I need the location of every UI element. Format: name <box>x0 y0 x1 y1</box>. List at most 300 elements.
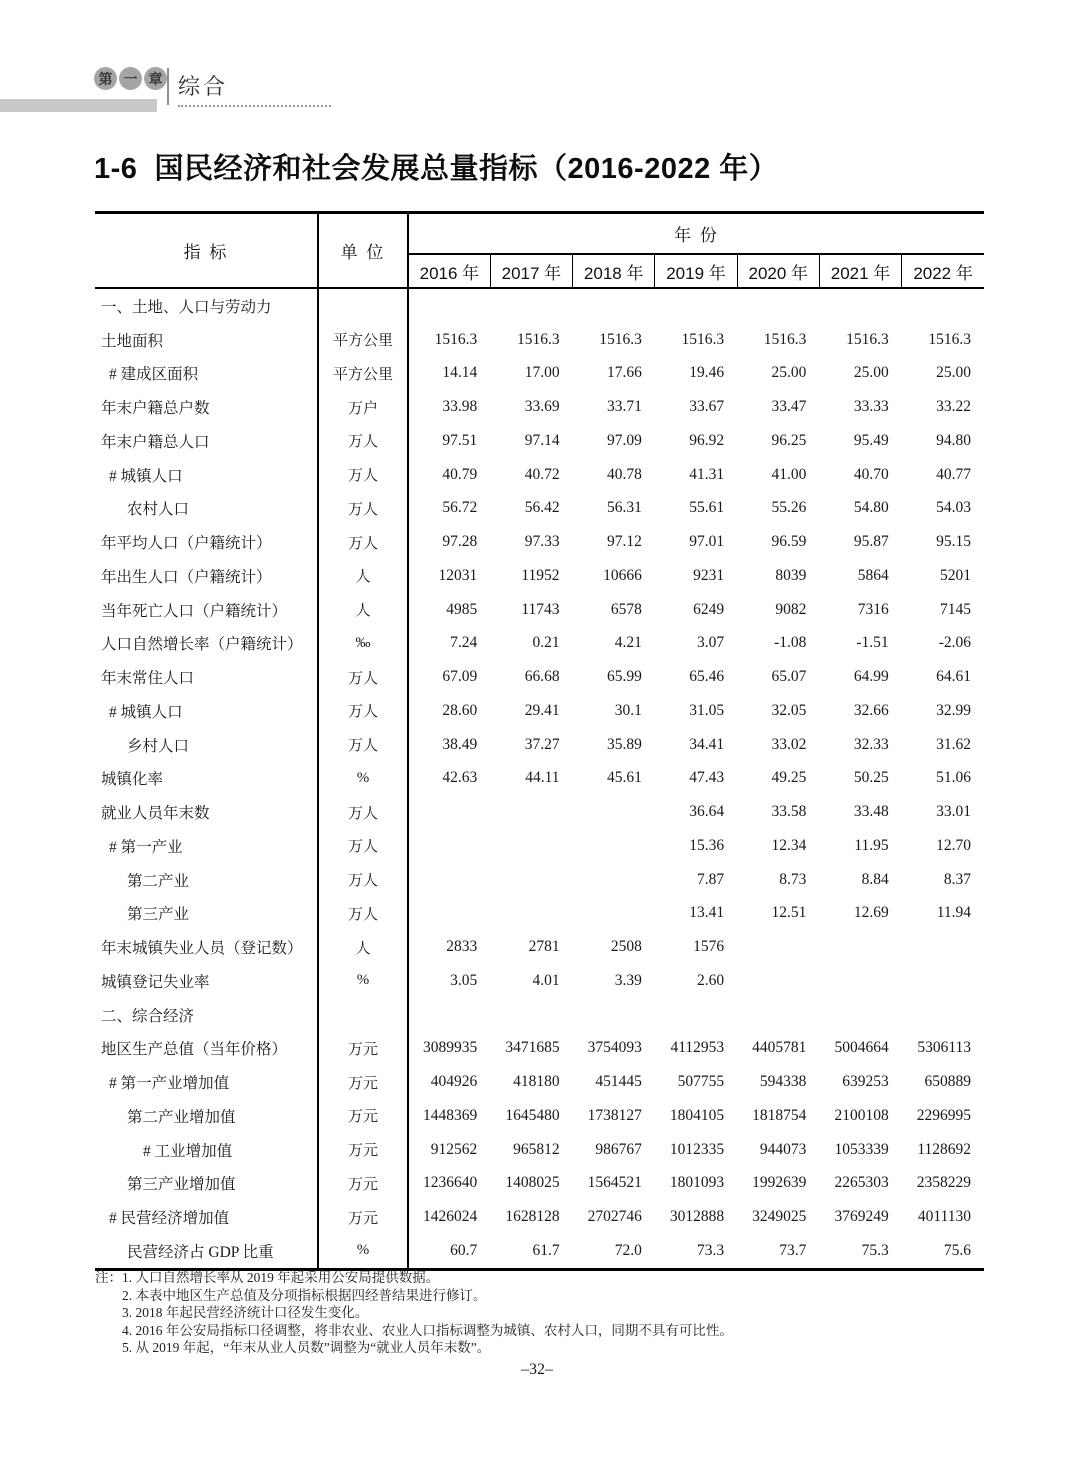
value-cell: 1448369 <box>423 1106 478 1124</box>
value-cell: 451445 <box>595 1073 642 1091</box>
value-cell: 8.84 <box>861 870 889 888</box>
year-column-header: 2018 年 <box>573 254 655 288</box>
value-cell: 4.21 <box>614 634 642 652</box>
value-cell <box>819 930 901 964</box>
value-cell: 9231 <box>693 566 725 584</box>
value-cell: 60.7 <box>450 1241 478 1259</box>
value-cell: 9082 <box>775 600 807 618</box>
value-cell: 65.46 <box>689 668 725 686</box>
value-cell: 1516.3 <box>599 330 642 348</box>
indicator-label: # 工业增加值 <box>95 1133 318 1167</box>
value-cell: 28.60 <box>442 701 478 719</box>
badge-circle: 章 <box>144 67 167 90</box>
unit-cell: 万元 <box>318 1167 408 1201</box>
table-row <box>95 627 984 661</box>
table-row <box>95 1234 984 1269</box>
value-cell: 1236640 <box>423 1174 478 1192</box>
value-cell: 47.43 <box>689 769 725 787</box>
indicator-label: 乡村人口 <box>95 728 318 762</box>
value-cell: 32.66 <box>853 701 889 719</box>
table-row <box>95 1133 984 1167</box>
value-cell: 11.94 <box>936 904 971 922</box>
value-cell: 986767 <box>595 1140 642 1158</box>
unit-cell: % <box>318 964 408 998</box>
unit-column-header: 单 位 <box>318 213 408 289</box>
value-cell <box>408 829 490 863</box>
indicator-label: 城镇登记失业率 <box>95 964 318 998</box>
unit-cell: % <box>318 762 408 796</box>
value-cell: 41.00 <box>771 465 807 483</box>
value-cell: 1645480 <box>505 1106 560 1124</box>
value-cell <box>737 964 819 998</box>
indicator-column-header: 指 标 <box>95 213 318 289</box>
value-cell: 14.14 <box>442 364 478 382</box>
value-cell <box>737 998 819 1032</box>
value-cell: 97.51 <box>442 431 478 449</box>
unit-cell: 万人 <box>318 863 408 897</box>
indicator-label: 年出生人口（户籍统计） <box>95 559 318 593</box>
footnote-line: 2. 本表中地区生产总值及分项指标根据四经普结果进行修订。 <box>122 1287 487 1303</box>
value-cell: 33.98 <box>442 398 478 416</box>
value-cell: 3.05 <box>450 971 478 989</box>
value-cell: 1012335 <box>669 1140 725 1158</box>
indicator-label: 就业人员年末数 <box>95 795 318 829</box>
unit-cell: 万人 <box>318 660 408 694</box>
unit-cell: 万人 <box>318 795 408 829</box>
value-cell: 33.01 <box>936 803 971 821</box>
value-cell: 31.62 <box>936 735 971 753</box>
value-cell: -1.51 <box>856 634 889 652</box>
table-row <box>95 762 984 796</box>
value-cell: 5864 <box>857 566 889 584</box>
value-cell: 97.09 <box>606 431 642 449</box>
value-cell: 19.46 <box>689 364 725 382</box>
unit-cell: 万人 <box>318 694 408 728</box>
value-cell: 2358229 <box>916 1174 971 1192</box>
value-cell: 97.14 <box>524 431 560 449</box>
value-cell: 32.33 <box>853 735 889 753</box>
indicator-label: 二、综合经济 <box>95 998 318 1032</box>
value-cell: 594338 <box>759 1073 807 1091</box>
value-cell <box>819 288 901 323</box>
value-cell: 7.24 <box>450 634 478 652</box>
value-cell: 2833 <box>446 938 478 956</box>
page-number: –32– <box>521 1361 553 1378</box>
table-row <box>95 357 984 391</box>
value-cell: 96.92 <box>689 431 725 449</box>
value-cell <box>490 795 572 829</box>
value-cell: 73.3 <box>697 1241 725 1259</box>
value-cell: 33.02 <box>771 735 807 753</box>
years-group-header: 年 份 <box>408 213 984 255</box>
value-cell: 42.63 <box>442 769 478 787</box>
value-cell <box>655 998 737 1032</box>
year-column-header: 2021 年 <box>819 254 901 288</box>
table-row <box>95 930 984 964</box>
footnote-line: 1. 人口自然增长率从 2019 年起采用公安局提供数据。 <box>122 1270 440 1285</box>
value-cell: 3471685 <box>505 1039 560 1057</box>
indicator-label: 第三产业 <box>95 897 318 931</box>
value-cell: 37.27 <box>524 735 560 753</box>
value-cell <box>902 998 984 1032</box>
value-cell: 1801093 <box>669 1174 725 1192</box>
value-cell: 61.7 <box>532 1241 560 1259</box>
value-cell: 40.77 <box>936 465 971 483</box>
indicator-label: 第三产业增加值 <box>95 1167 318 1201</box>
value-cell: 1053339 <box>834 1140 889 1158</box>
header-divider <box>167 68 169 105</box>
unit-cell: 万户 <box>318 390 408 424</box>
value-cell: 11.95 <box>854 836 889 854</box>
value-cell: 5201 <box>940 566 971 584</box>
value-cell: 12.70 <box>936 836 971 854</box>
indicator-label: 年末户籍总户数 <box>95 390 318 424</box>
value-cell <box>573 829 655 863</box>
value-cell: 67.09 <box>442 668 478 686</box>
value-cell <box>902 964 984 998</box>
value-cell: 35.89 <box>606 735 642 753</box>
statistics-table <box>95 211 984 1271</box>
value-cell: 75.3 <box>861 1241 889 1259</box>
table-row <box>95 728 984 762</box>
value-cell: 95.49 <box>853 431 889 449</box>
table-row <box>95 863 984 897</box>
value-cell: 54.80 <box>853 499 889 517</box>
value-cell: 1516.3 <box>928 330 971 348</box>
value-cell: 1408025 <box>505 1174 560 1192</box>
value-cell: 404926 <box>430 1073 478 1091</box>
value-cell <box>737 930 819 964</box>
value-cell: 3089935 <box>423 1039 478 1057</box>
value-cell: 1516.3 <box>434 330 478 348</box>
indicator-label: # 城镇人口 <box>95 458 318 492</box>
value-cell: 33.69 <box>524 398 560 416</box>
value-cell: 30.1 <box>614 701 642 719</box>
value-cell <box>408 897 490 931</box>
value-cell: 95.87 <box>853 533 889 551</box>
value-cell: 4405781 <box>752 1039 807 1057</box>
value-cell: 55.26 <box>771 499 807 517</box>
indicator-label: 民营经济占 GDP 比重 <box>95 1234 318 1269</box>
value-cell: 12031 <box>438 566 478 584</box>
value-cell: 41.31 <box>689 465 725 483</box>
value-cell: 97.33 <box>524 533 560 551</box>
value-cell: 5306113 <box>917 1039 971 1057</box>
value-cell: 64.99 <box>853 668 889 686</box>
indicator-label: # 建成区面积 <box>95 357 318 391</box>
value-cell: 56.42 <box>524 499 560 517</box>
value-cell: 2265303 <box>834 1174 889 1192</box>
value-cell <box>490 288 572 323</box>
value-cell: 1818754 <box>752 1106 807 1124</box>
value-cell: 6578 <box>610 600 642 618</box>
value-cell: 31.05 <box>689 701 725 719</box>
value-cell: -1.08 <box>774 634 807 652</box>
table-row <box>95 323 984 357</box>
value-cell <box>490 897 572 931</box>
value-cell: 45.61 <box>606 769 642 787</box>
footnotes-list <box>122 1269 733 1357</box>
chapter-section-title: 综合 <box>178 74 229 99</box>
unit-cell: 平方公里 <box>318 323 408 357</box>
value-cell: 65.99 <box>606 668 642 686</box>
value-cell: 73.7 <box>779 1241 807 1259</box>
value-cell: 1516.3 <box>681 330 725 348</box>
footnotes <box>95 1269 733 1357</box>
value-cell: 12.34 <box>771 836 807 854</box>
value-cell: 54.03 <box>936 499 971 517</box>
value-cell: 25.00 <box>936 364 971 382</box>
value-cell: 11743 <box>521 600 560 618</box>
unit-cell: 万人 <box>318 829 408 863</box>
table-row <box>95 1167 984 1201</box>
value-cell: 965812 <box>513 1140 560 1158</box>
unit-cell: 人 <box>318 559 408 593</box>
table-row <box>95 795 984 829</box>
footnote-line: 4. 2016 年公安局指标口径调整，将非农业、农业人口指标调整为城镇、农村人口，同期不具有可比性。 <box>122 1322 733 1338</box>
table-header-row-1 <box>95 213 984 255</box>
table-row <box>95 492 984 526</box>
value-cell: 50.25 <box>853 769 889 787</box>
header-dotted-underline <box>178 92 331 107</box>
footnote-line: 3. 2018 年起民营经济统计口径发生变化。 <box>122 1305 369 1320</box>
indicator-label: 城镇化率 <box>95 762 318 796</box>
value-cell: 56.72 <box>442 499 478 517</box>
value-cell: 97.01 <box>689 533 725 551</box>
value-cell: 49.25 <box>771 769 807 787</box>
value-cell: 639253 <box>842 1073 889 1091</box>
value-cell <box>408 863 490 897</box>
value-cell: 7316 <box>857 600 889 618</box>
table-row <box>95 424 984 458</box>
value-cell <box>737 288 819 323</box>
table-row <box>95 458 984 492</box>
unit-cell: 万元 <box>318 1065 408 1099</box>
value-cell: 12.51 <box>771 904 807 922</box>
value-cell <box>655 288 737 323</box>
value-cell: 55.61 <box>689 499 725 517</box>
value-cell: 2702746 <box>587 1208 642 1226</box>
year-column-header: 2022 年 <box>902 254 984 288</box>
unit-cell: 万元 <box>318 1133 408 1167</box>
value-cell: 1516.3 <box>763 330 807 348</box>
value-cell: 4985 <box>446 600 478 618</box>
unit-cell: 万人 <box>318 492 408 526</box>
value-cell: 8039 <box>775 566 807 584</box>
unit-cell: 人 <box>318 593 408 627</box>
value-cell: 4.01 <box>532 971 560 989</box>
value-cell <box>408 998 490 1032</box>
indicator-label: # 第一产业增加值 <box>95 1065 318 1099</box>
value-cell: 10666 <box>603 566 642 584</box>
value-cell: 64.61 <box>936 668 971 686</box>
table-row <box>95 897 984 931</box>
value-cell: 33.47 <box>771 398 807 416</box>
value-cell: 17.66 <box>606 364 642 382</box>
value-cell: 33.48 <box>853 803 889 821</box>
value-cell: 1992639 <box>752 1174 807 1192</box>
value-cell: 1128692 <box>917 1140 971 1158</box>
value-cell: 1576 <box>693 938 725 956</box>
indicator-label: 土地面积 <box>95 323 318 357</box>
indicator-label: 农村人口 <box>95 492 318 526</box>
value-cell: 25.00 <box>853 364 889 382</box>
indicator-label: 地区生产总值（当年价格） <box>95 1032 318 1066</box>
unit-cell: 万人 <box>318 424 408 458</box>
value-cell: 2508 <box>610 938 642 956</box>
value-cell: 1628128 <box>505 1208 560 1226</box>
value-cell <box>408 795 490 829</box>
unit-cell <box>318 288 408 323</box>
value-cell: 33.71 <box>606 398 642 416</box>
unit-cell: 万人 <box>318 728 408 762</box>
value-cell <box>573 897 655 931</box>
section-row <box>95 288 984 323</box>
value-cell: 2100108 <box>834 1106 889 1124</box>
table-row <box>95 829 984 863</box>
value-cell: 1564521 <box>587 1174 642 1192</box>
value-cell: 56.31 <box>606 499 642 517</box>
value-cell: 944073 <box>759 1140 807 1158</box>
value-cell: 1738127 <box>587 1106 642 1124</box>
badge-circle: 一 <box>119 67 142 90</box>
value-cell: 66.68 <box>524 668 560 686</box>
value-cell: 33.22 <box>936 398 971 416</box>
indicator-label: 当年死亡人口（户籍统计） <box>95 593 318 627</box>
value-cell: 97.28 <box>442 533 478 551</box>
value-cell: 15.36 <box>689 836 725 854</box>
value-cell: 32.05 <box>771 701 807 719</box>
value-cell: 7145 <box>940 600 971 618</box>
value-cell: 29.41 <box>524 701 560 719</box>
value-cell <box>819 964 901 998</box>
value-cell: 3.07 <box>697 634 725 652</box>
value-cell: 72.0 <box>614 1241 642 1259</box>
value-cell: 65.07 <box>771 668 807 686</box>
indicator-label: # 城镇人口 <box>95 694 318 728</box>
header-gray-bar <box>0 99 157 112</box>
value-cell: 507755 <box>677 1073 725 1091</box>
value-cell: 44.11 <box>525 769 560 787</box>
unit-cell: 平方公里 <box>318 357 408 391</box>
value-cell: 5004664 <box>834 1039 889 1057</box>
value-cell <box>902 930 984 964</box>
value-cell: 12.69 <box>853 904 889 922</box>
unit-cell: 万人 <box>318 525 408 559</box>
indicator-label: 年末户籍总人口 <box>95 424 318 458</box>
table-row <box>95 559 984 593</box>
unit-cell: 万人 <box>318 897 408 931</box>
unit-cell <box>318 998 408 1032</box>
table-row <box>95 1032 984 1066</box>
value-cell: 40.78 <box>606 465 642 483</box>
value-cell: 650889 <box>924 1073 971 1091</box>
value-cell: 2781 <box>528 938 560 956</box>
value-cell: 17.00 <box>524 364 560 382</box>
value-cell: 912562 <box>430 1140 478 1158</box>
footnotes-label: 注： <box>95 1270 122 1285</box>
table-row <box>95 1099 984 1133</box>
value-cell: 4011130 <box>917 1208 971 1226</box>
value-cell: 96.25 <box>771 431 807 449</box>
year-column-header: 2020 年 <box>737 254 819 288</box>
value-cell: 1426024 <box>423 1208 478 1226</box>
value-cell <box>573 863 655 897</box>
value-cell: 51.06 <box>936 769 971 787</box>
badge-circle: 第 <box>94 67 117 90</box>
table-row <box>95 525 984 559</box>
table-row <box>95 593 984 627</box>
value-cell: 2296995 <box>916 1106 971 1124</box>
year-column-header: 2019 年 <box>655 254 737 288</box>
value-cell: 94.80 <box>936 431 971 449</box>
table-row <box>95 694 984 728</box>
unit-cell: 万元 <box>318 1032 408 1066</box>
unit-cell: % <box>318 1234 408 1269</box>
year-column-header: 2017 年 <box>490 254 572 288</box>
value-cell: 40.79 <box>442 465 478 483</box>
table-row <box>95 390 984 424</box>
value-cell: 38.49 <box>442 735 478 753</box>
value-cell: 4112953 <box>670 1039 725 1057</box>
table-row <box>95 660 984 694</box>
value-cell <box>490 998 572 1032</box>
value-cell: 13.41 <box>689 904 725 922</box>
value-cell <box>490 863 572 897</box>
unit-cell: 万人 <box>318 458 408 492</box>
value-cell: 8.37 <box>943 870 971 888</box>
value-cell: 418180 <box>513 1073 560 1091</box>
indicator-label: 年平均人口（户籍统计） <box>95 525 318 559</box>
value-cell: 36.64 <box>689 803 725 821</box>
year-column-header: 2016 年 <box>408 254 490 288</box>
value-cell <box>902 288 984 323</box>
indicator-label: 人口自然增长率（户籍统计） <box>95 627 318 661</box>
unit-cell: 万元 <box>318 1099 408 1133</box>
value-cell <box>573 998 655 1032</box>
value-cell: 1516.3 <box>516 330 560 348</box>
chapter-badge <box>94 67 167 90</box>
footnote-line: 5. 从 2019 年起，“年末从业人员数”调整为“就业人员年末数”。 <box>122 1340 491 1355</box>
indicator-label: 第二产业增加值 <box>95 1099 318 1133</box>
table-row <box>95 1200 984 1234</box>
value-cell: 3.39 <box>614 971 642 989</box>
value-cell <box>819 998 901 1032</box>
value-cell: -2.06 <box>938 634 971 652</box>
indicator-label: 第二产业 <box>95 863 318 897</box>
value-cell: 40.72 <box>524 465 560 483</box>
value-cell: 96.59 <box>771 533 807 551</box>
value-cell: 8.73 <box>779 870 807 888</box>
indicator-label: # 第一产业 <box>95 829 318 863</box>
value-cell: 0.21 <box>532 634 560 652</box>
unit-cell: 人 <box>318 930 408 964</box>
unit-cell: ‰ <box>318 627 408 661</box>
value-cell: 97.12 <box>606 533 642 551</box>
table-row <box>95 1065 984 1099</box>
value-cell: 95.15 <box>936 533 971 551</box>
value-cell: 34.41 <box>689 735 725 753</box>
table-row <box>95 964 984 998</box>
value-cell: 1804105 <box>669 1106 725 1124</box>
value-cell: 2.60 <box>697 971 725 989</box>
value-cell <box>573 795 655 829</box>
value-cell: 3754093 <box>587 1039 642 1057</box>
indicator-label: 年末城镇失业人员（登记数） <box>95 930 318 964</box>
value-cell <box>490 829 572 863</box>
value-cell: 75.6 <box>943 1241 971 1259</box>
value-cell: 7.87 <box>697 870 725 888</box>
